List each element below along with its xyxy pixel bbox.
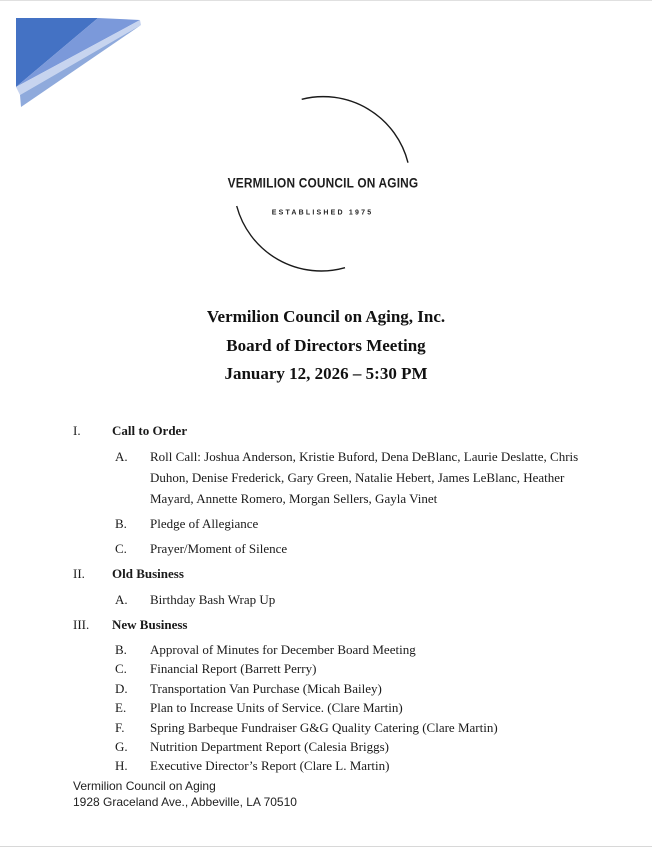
section-heading: Call to Order	[112, 423, 188, 438]
item-letter: H.	[115, 758, 128, 774]
agenda-item	[115, 589, 590, 610]
agenda-section-heading-row	[73, 614, 590, 635]
section-heading: New Business	[112, 617, 188, 632]
footer-org-name: Vermilion Council on Aging	[73, 779, 216, 793]
item-letter: E.	[115, 700, 127, 716]
section-items	[73, 589, 590, 610]
corner-accent-decoration-icon	[14, 17, 142, 109]
item-letter: B.	[115, 516, 127, 531]
item-text: Roll Call: Joshua Anderson, Kristie Buford, Dena DeBlanc, Laurie Deslatte, Chris Duhon, Denise Frederick, Gary Green, Natalie Hebert, James LeBlanc, Heather Mayard, Annette Romero, Morgan Sellers, Gayla Vinet	[150, 449, 579, 506]
agenda-section	[73, 420, 590, 559]
item-text: Spring Barbeque Fundraiser G&G Quality Catering (Clare Martin)	[150, 719, 498, 735]
section-numeral: II.	[73, 566, 85, 581]
item-letter: A.	[115, 592, 128, 607]
agenda-item	[115, 679, 590, 698]
section-items	[73, 446, 590, 559]
footer	[73, 779, 297, 810]
agenda-item	[115, 538, 590, 559]
meeting-title-block	[0, 303, 652, 389]
item-text: Plan to Increase Units of Service. (Clare Martin)	[150, 700, 403, 716]
section-heading: Old Business	[112, 566, 184, 581]
item-letter: G.	[115, 739, 128, 755]
item-letter: A.	[115, 449, 128, 464]
logo-name: VERMILION COUNCIL ON AGING	[227, 175, 418, 191]
agenda-section-heading-row	[73, 420, 590, 441]
agenda-section	[73, 563, 590, 610]
item-letter: D.	[115, 680, 128, 696]
item-text: Executive Director’s Report (Clare L. Martin)	[150, 758, 390, 774]
item-text: Financial Report (Barrett Perry)	[150, 661, 317, 677]
logo-established-text: ESTABLISHED 1975	[271, 209, 374, 217]
item-text: Pledge of Allegiance	[150, 516, 259, 531]
section-numeral: I.	[73, 423, 81, 438]
agenda-section	[73, 614, 590, 776]
agenda-item	[115, 640, 590, 659]
meeting-type-title: Board of Directors Meeting	[226, 335, 426, 355]
agenda-item	[115, 659, 590, 678]
meeting-datetime: January 12, 2026 – 5:30 PM	[224, 364, 428, 383]
agenda-item	[115, 698, 590, 717]
logo	[227, 91, 418, 276]
item-letter: C.	[115, 661, 127, 677]
section-items	[73, 640, 590, 776]
section-numeral: III.	[73, 617, 90, 632]
item-letter: C.	[115, 541, 127, 556]
agenda-item	[115, 756, 590, 775]
meeting-org-title: Vermilion Council on Aging, Inc.	[206, 307, 446, 326]
agenda-item	[115, 737, 590, 756]
item-text: Nutrition Department Report (Calesia Briggs)	[150, 739, 390, 755]
item-text: Prayer/Moment of Silence	[150, 541, 288, 556]
item-text: Approval of Minutes for December Board Meeting	[150, 642, 416, 657]
footer-address: 1928 Graceland Ave., Abbeville, LA 70510	[73, 794, 297, 809]
logo-top-arc	[302, 97, 408, 163]
item-letter: B.	[115, 642, 127, 657]
agenda-list	[73, 420, 590, 779]
item-letter: F.	[115, 719, 125, 735]
agenda-item	[115, 446, 590, 509]
item-text: Birthday Bash Wrap Up	[150, 592, 276, 607]
agenda-item	[115, 718, 590, 737]
agenda-section-heading-row	[73, 563, 590, 584]
item-text: Transportation Van Purchase (Micah Bailey)	[150, 680, 382, 696]
agenda-item	[115, 513, 590, 534]
